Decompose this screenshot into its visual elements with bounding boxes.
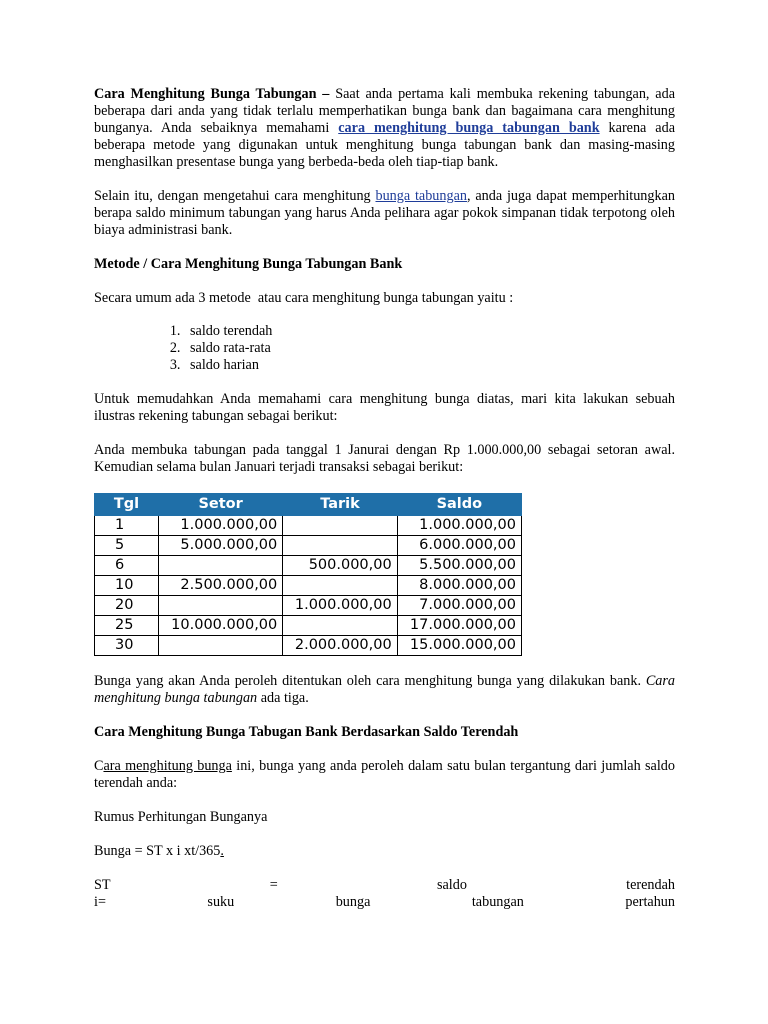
cell-tgl: 1 xyxy=(95,516,159,536)
cell-tarik xyxy=(283,616,397,636)
cell-tarik xyxy=(283,536,397,556)
cell-setor: 5.000.000,00 xyxy=(159,536,283,556)
intro-paragraph xyxy=(94,86,675,171)
methods-intro: Secara umum ada 3 metode atau cara menghitung bunga tabungan yaitu : xyxy=(94,290,514,306)
header-saldo: Saldo xyxy=(397,494,521,516)
cell-setor: 10.000.000,00 xyxy=(159,616,283,636)
cell-setor xyxy=(159,556,283,576)
table-row xyxy=(95,636,522,656)
link-cara-menghitung-bunga[interactable]: ara menghitung bunga xyxy=(103,758,232,774)
section-heading-saldo-terendah: Cara Menghitung Bunga Tabugan Bank Berdasarkan Saldo Terendah xyxy=(94,724,519,740)
table-row xyxy=(95,536,522,556)
table-row xyxy=(95,516,522,536)
intro-lead: Cara Menghitung Bunga Tabungan – xyxy=(94,86,336,102)
method-item: 3. saldo harian xyxy=(184,357,675,374)
definition-i: i= suku bunga tabungan pertahun xyxy=(94,894,675,910)
illustration-paragraph: Untuk memudahkan Anda memahami cara menghitung bunga diatas, mari kita lakukan sebuah ilustras rekening tabungan sebagai berikut: xyxy=(94,391,675,424)
italic-phrase: Cara menghitung bunga tabungan xyxy=(94,673,675,706)
interest-paragraph: Bunga yang akan Anda peroleh ditentukan oleh cara menghitung bunga yang dilakukan bank. Cara menghitung bunga tabungan ada tiga. xyxy=(94,673,675,706)
intro-text-1: Saat anda pertama kali membuka rekening tabungan, ada beberapa dari anda yang tidak terlalu memperhatikan bunga bank dan bagaimana cara menghitung bunganya. Anda sebaiknya memahami xyxy=(94,86,675,136)
second-text-1: Selain itu, dengan mengetahui cara menghitung xyxy=(94,188,376,204)
cell-tgl: 6 xyxy=(95,556,159,576)
link-cara-menghitung-bunga-tabungan-bank[interactable]: cara menghitung bunga tabungan bank xyxy=(338,120,600,136)
cell-saldo: 8.000.000,00 xyxy=(397,576,521,596)
method-item: 1. saldo terendah xyxy=(184,323,675,340)
cell-setor: 2.500.000,00 xyxy=(159,576,283,596)
cell-tarik: 1.000.000,00 xyxy=(283,596,397,616)
table-row xyxy=(95,556,522,576)
cell-tarik: 500.000,00 xyxy=(283,556,397,576)
cell-saldo: 15.000.000,00 xyxy=(397,636,521,656)
header-tarik: Tarik xyxy=(283,494,397,516)
document-content xyxy=(94,86,675,911)
table-row xyxy=(95,576,522,596)
method-explanation: Cara menghitung bunga ini, bunga yang anda peroleh dalam satu bulan tergantung dari jumlah saldo terendah anda: xyxy=(94,758,675,791)
second-text-2: , anda juga dapat memperhitungkan berapa saldo minimum tabungan yang harus Anda pelihara agar pokok simpanan tidak terpotong oleh biaya administrasi bank. xyxy=(94,188,675,238)
cell-saldo: 5.500.000,00 xyxy=(397,556,521,576)
cell-saldo: 17.000.000,00 xyxy=(397,616,521,636)
transaction-table xyxy=(94,493,522,656)
cell-saldo: 6.000.000,00 xyxy=(397,536,521,556)
cell-tgl: 30 xyxy=(95,636,159,656)
opening-paragraph: Anda membuka tabungan pada tanggal 1 Janurai dengan Rp 1.000.000,00 sebagai setoran awal. Kemudian selama bulan Januari terjadi transaksi sebagai berikut: xyxy=(94,442,675,475)
method-item: 2. saldo rata-rata xyxy=(184,340,675,357)
intro-text-2: karena ada beberapa metode yang digunakan untuk menghitung bunga tabungan bank dan masing-masing menghasilkan presentase bunga yang berbeda-beda oleh tiap-tiap bank. xyxy=(94,120,675,170)
link-bunga-tabungan[interactable]: bunga tabungan xyxy=(375,188,467,204)
definition-st: ST = saldo terendah xyxy=(94,877,675,893)
section-heading-metode: Metode / Cara Menghitung Bunga Tabungan Bank xyxy=(94,256,403,272)
header-setor: Setor xyxy=(159,494,283,516)
cell-tarik: 2.000.000,00 xyxy=(283,636,397,656)
cell-tgl: 10 xyxy=(95,576,159,596)
cell-tgl: 5 xyxy=(95,536,159,556)
cell-setor xyxy=(159,636,283,656)
cell-tarik xyxy=(283,576,397,596)
rumus-label: Rumus Perhitungan Bunganya xyxy=(94,809,268,825)
cell-tgl: 20 xyxy=(95,596,159,616)
cell-tgl: 25 xyxy=(95,616,159,636)
second-paragraph xyxy=(94,188,675,239)
cell-saldo: 1.000.000,00 xyxy=(397,516,521,536)
cell-setor xyxy=(159,596,283,616)
cell-setor: 1.000.000,00 xyxy=(159,516,283,536)
table-row xyxy=(95,616,522,636)
table-row xyxy=(95,596,522,616)
formula: Bunga = ST x i xt/365. xyxy=(94,843,224,859)
header-tgl: Tgl xyxy=(95,494,159,516)
table-header-row xyxy=(95,494,522,516)
methods-list xyxy=(94,323,675,374)
cell-saldo: 7.000.000,00 xyxy=(397,596,521,616)
cell-tarik xyxy=(283,516,397,536)
